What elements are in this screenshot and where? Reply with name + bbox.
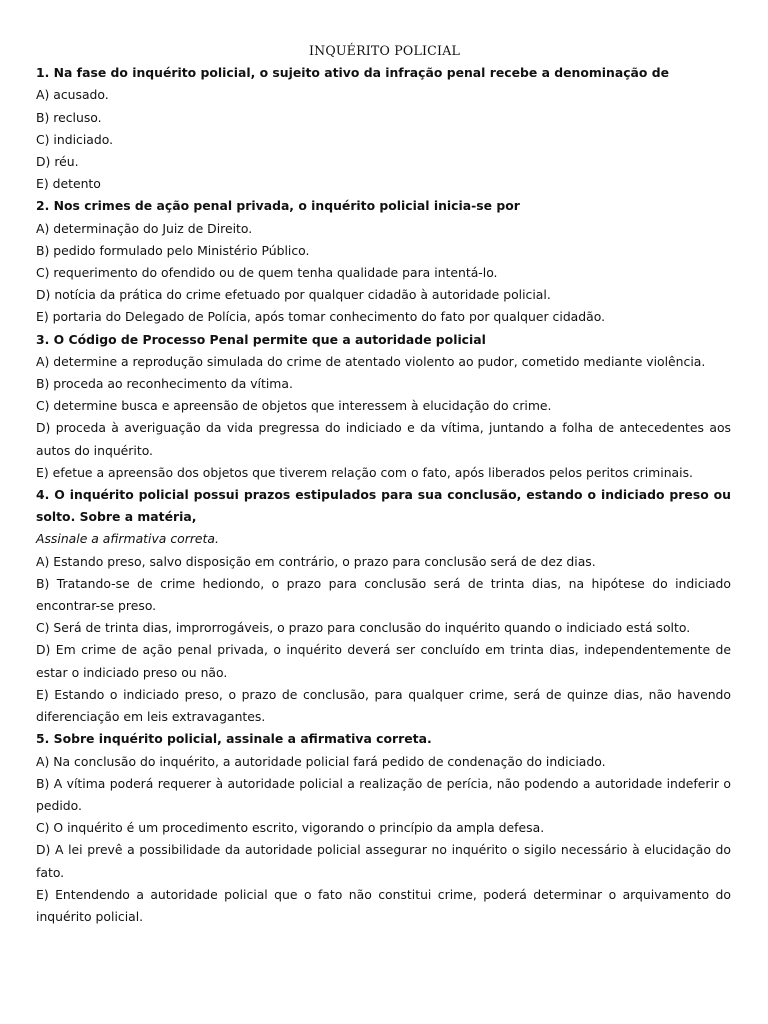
question-statement: 3. O Código de Processo Penal permite que a autoridade policial — [36, 331, 486, 347]
answer-option-c: C) Será de trinta dias, improrrogáveis, o prazo para conclusão do inquérito quando o indiciado está solto. — [36, 620, 691, 636]
answer-option-d: D) A lei prevê a possibilidade da autoridade policial assegurar no inquérito o sigilo necessário à elucidação do fato. — [36, 842, 731, 880]
question-statement: 1. Na fase do inquérito policial, o sujeito ativo da infração penal recebe a denominação de — [36, 65, 669, 81]
answer-option-c: C) determine busca e apreensão de objetos que interessem à elucidação do crime. — [36, 398, 552, 414]
answer-option-e: E) detento — [36, 176, 101, 192]
question-statement: 2. Nos crimes de ação penal privada, o inquérito policial inicia-se por — [36, 198, 520, 214]
answer-option-a: A) Estando preso, salvo disposição em contrário, o prazo para conclusão será de dez dias. — [36, 553, 596, 569]
answer-option-a: A) Na conclusão do inquérito, a autoridade policial fará pedido de condenação do indiciado. — [36, 753, 606, 769]
answer-option-d: D) Em crime de ação penal privada, o inquérito deverá ser concluído em trinta dias, independentemente de estar o indiciado preso ou não. — [36, 642, 731, 680]
answer-option-b: B) pedido formulado pelo Ministério Público. — [36, 242, 310, 258]
question-block — [36, 728, 731, 928]
answer-option-e: E) Estando o indiciado preso, o prazo de conclusão, para qualquer crime, será de quinze dias, não havendo diferenciação em leis extravagantes. — [36, 686, 731, 725]
answer-option-c: C) indiciado. — [36, 131, 114, 147]
answer-option-d: D) notícia da prática do crime efetuado por qualquer cidadão à autoridade policial. — [36, 287, 551, 303]
question-block — [36, 195, 731, 328]
document-page — [36, 40, 731, 928]
answer-option-e: E) Entendendo a autoridade policial que o fato não constitui crime, poderá determinar o arquivamento do inquérito policial. — [36, 886, 731, 924]
answer-option-e: E) efetue a apreensão dos objetos que tiverem relação com o fato, após liberados pelos peritos criminais. — [36, 464, 693, 480]
question-block — [36, 62, 731, 195]
answer-option-b: B) proceda ao reconhecimento da vítima. — [36, 376, 293, 392]
question-block — [36, 329, 731, 484]
document-title: INQUÉRITO POLICIAL — [308, 43, 461, 58]
question-instruction: Assinale a afirmativa correta. — [36, 531, 219, 547]
answer-option-a: A) determinação do Juiz de Direito. — [36, 220, 253, 236]
question-block — [36, 484, 731, 728]
answer-option-b: B) A vítima poderá requerer à autoridade policial a realização de perícia, não podendo a autoridade indeferir o pedido. — [36, 775, 731, 813]
answer-option-a: A) acusado. — [36, 87, 109, 103]
answer-option-c: C) O inquérito é um procedimento escrito, vigorando o princípio da ampla defesa. — [36, 820, 545, 836]
answer-option-a: A) determine a reprodução simulada do crime de atentado violento ao pudor, cometido mediante violência. — [36, 353, 706, 369]
question-statement: 4. O inquérito policial possui prazos estipulados para sua conclusão, estando o indiciado preso ou solto. Sobre a matéria, — [36, 487, 731, 525]
answer-option-b: B) Tratando-se de crime hediondo, o prazo para conclusão será de trinta dias, na hipótese do indiciado encontrar-se preso. — [36, 575, 731, 614]
question-statement: 5. Sobre inquérito policial, assinale a afirmativa correta. — [36, 731, 432, 747]
answer-option-e: E) portaria do Delegado de Polícia, após tomar conhecimento do fato por qualquer cidadão. — [36, 309, 606, 325]
answer-option-d: D) proceda à averiguação da vida pregressa do indiciado e da vítima, juntando a folha de antecedentes aos autos do inquérito. — [36, 420, 731, 458]
answer-option-b: B) recluso. — [36, 109, 102, 125]
answer-option-d: D) réu. — [36, 154, 79, 170]
answer-option-c: C) requerimento do ofendido ou de quem tenha qualidade para intentá-lo. — [36, 265, 498, 281]
